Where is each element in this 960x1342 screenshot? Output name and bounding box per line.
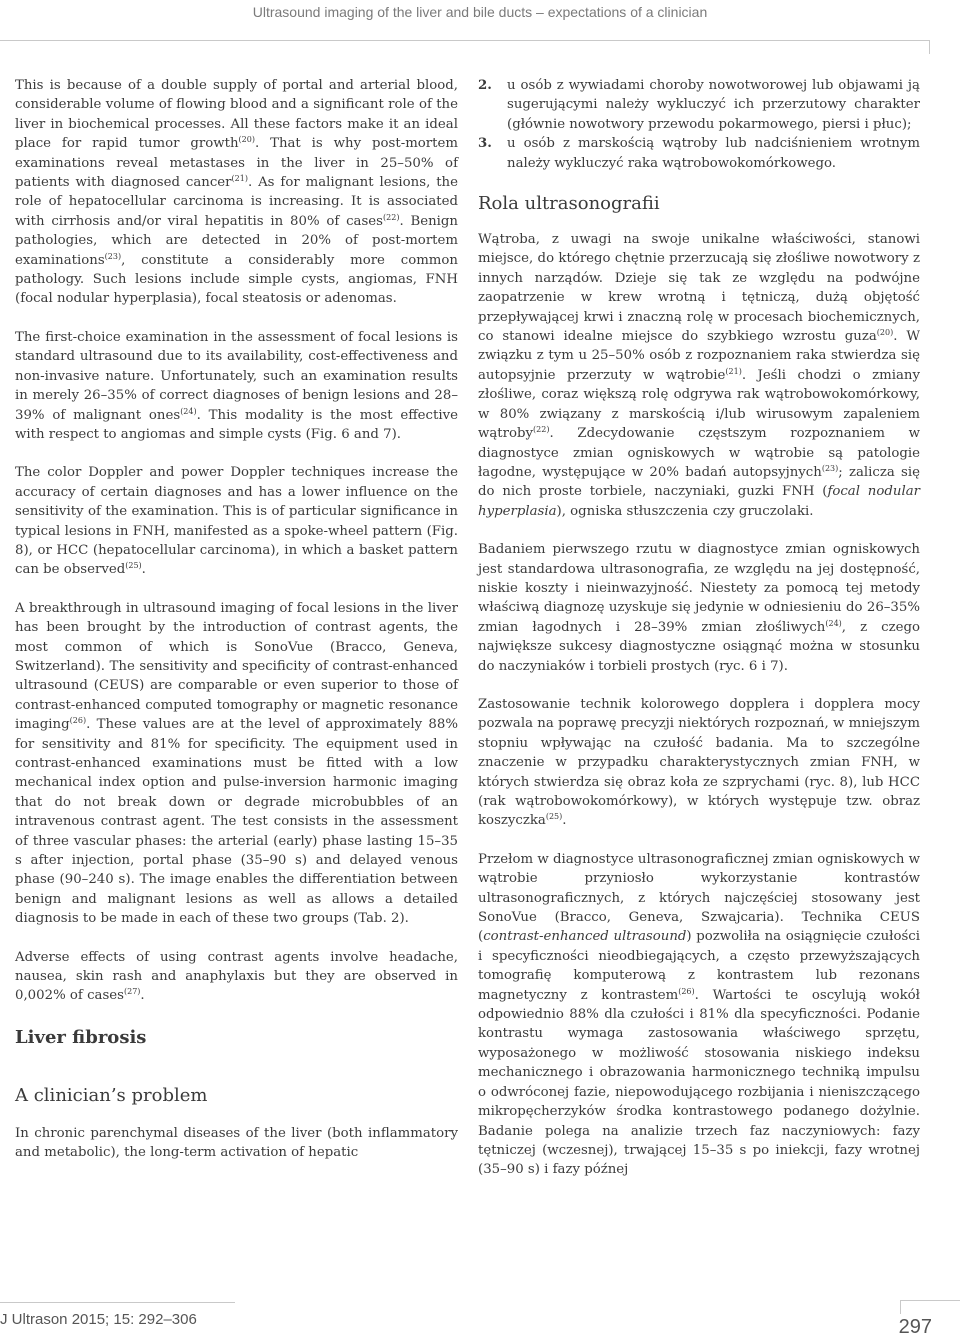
list-number: 3.	[478, 136, 492, 152]
list-item	[478, 76, 920, 134]
reference-mark[interactable]: (22)	[383, 212, 400, 222]
paragraph: In chronic parenchymal diseases of the liver (both inflammatory and metabolic), the long-term activation of hepatic	[15, 1125, 458, 1161]
paragraph: Przełom w diagnostyce ultrasonograficznej zmian ogniskowych w wątrobie przyniosło wykorzystanie kontrastów ultrasonograficznych, z których najczęściej stosowany jest SonoVue (Bracco, Geneva, Szwajcaria). Technika CEUS (contrast-enhanced ultrasound) pozwoliła na osiągnięcie czułości i specyficzności nieodbiegających, a często przewyższających tomografię komputerową z kontrastem lub rezonans magnetyczny z kontrastem$^{(26)}$. Wartości te oscylują wokół odpowiednio 88% dla czułości i 81% dla specyficzności. Podanie kontrastu wymaga zastosowania właściwego sprzętu, wyposażonego w możliwość stosowania niskiego indeksu mechanicznego i obrazowania harmonicznego techniką impulsu o odwróconej fazie, niepowodującego rozbijania i nieniszczącego mikropęcherzyków środka kontrastowego podanego dożylnie. Badanie polega na analizie trzech faz naczyniowych: fazy tętniczej (wczesnej), trwającej 15–35 s po iniekcji, fazy wrotnej (35–90 s) i fazy późnej	[478, 851, 921, 1178]
paragraph: Zastosowanie technik kolorowego dopplera i dopplera mocy pozwala na poprawę precyzji niektórych rozpoznań, w mniejszym stopniu wpływając na czułość badania. Ma to szczególne znaczenie w przypadku charakterystycznych zmian FNH, w których stwierdza się obraz koła ze szprychami (ryc. 8), lub HCC (rak wątrobowokomórkowy), w których występuje tzw. obraz koszyczka$^{(25)}$.	[478, 696, 920, 829]
reference-mark[interactable]: (27)	[123, 987, 141, 997]
journal-citation: J Ultrason 2015; 15: 292–306	[0, 1311, 197, 1328]
reference-mark[interactable]: (26)	[678, 986, 695, 996]
reference-mark[interactable]: (23)	[104, 251, 122, 261]
reference-mark[interactable]: (20)	[238, 135, 255, 145]
list-number: 2.	[478, 78, 492, 93]
reference-mark[interactable]: (21)	[725, 366, 742, 376]
footer-corner-mark-vertical	[900, 1300, 901, 1314]
subsection-heading: A clinician’s problem	[15, 1084, 208, 1106]
reference-mark[interactable]: (24)	[825, 618, 842, 628]
reference-mark[interactable]: (25)	[545, 812, 563, 822]
reference-mark[interactable]: (21)	[231, 174, 248, 184]
section-heading: Liver fibrosis	[15, 1026, 147, 1048]
paragraph: Badaniem pierwszego rzutu w diagnostyce zmian ogniskowych jest standardowa ultrasonografia, ze względu na jej dostępność, niskie koszty i nieinwazyjność. Niestety za pomocą tej metody właściwą diagnozę uzyskuje się jedynie w odniesieniu do 26–35% zmian łagodnych i 28–39% zmian złośliwych$^{(24)}$, z czego największe sukcesy diagnostyczne osiągnąć można w stosunku do naczyniaków i torbieli prostych (ryc. 6 i 7).	[478, 542, 920, 674]
subsection-heading: Rola ultrasonografii	[478, 193, 660, 215]
paragraph: A breakthrough in ultrasound imaging of focal lesions in the liver has been brought by the introduction of contrast agents, the most common of which is SonoVue (Bracco, Geneva, Switzerland). The sensitivity and specificity of contrast-enhanced ultrasound (CEUS) are comparable or even superior to those of contrast-enhanced computed tomography or magnetic resonance imaging$^{(26)}$. These values are at the level of approximately 88% for sensitivity and 81% for specificity. The equipment used in contrast-enhanced examinations must be fitted with a low mechanical index option and pulse-inversion harmonic imaging that do not break down or degrade microbubbles of an intravenous contrast agent. The test consists in the assessment of three vascular phases: the arterial (early) phase lasting 15–35 s after injection, portal phase (35–90 s) and delayed venous phase (90–240 s). The image enables the differentiation between benign and malignant lesions as well as allows a detailed diagnosis to be made in each of these two groups (Tab. 2).	[15, 600, 458, 927]
paragraph: This is because of a double supply of portal and arterial blood, considerable volume of flowing blood and a significant role of the liver in biochemical processes. All these factors make it an ideal place for rapid tumor growth$^{(20)}$. That is why post-mortem examinations reveal metastases in the liver in 25–50% of patients with diagnosed cancer$^{(21)}$. As for malignant lesions, the role of hepatocellular carcinoma is increasing. It is associated with cirrhosis and/or viral hepatitis in 80% of cases$^{(22)}$. Benign pathologies, which are detected in 20% of post-mortem examinations$^{(23)}$, constitute a considerably more common pathology. Such lesions include simple cysts, angiomas, FNH (focal nodular hyperplasia), focal steatosis or adenomas.	[15, 78, 458, 307]
footer-corner-mark	[900, 1300, 960, 1301]
list-item	[478, 134, 920, 173]
list-text: u osób z wywiadami choroby nowotworowej lub objawami ją sugerującymi należy wykluczyć ich przerzutowy charakter (głównie nowotwory przewodu pokarmowego, piersi i płuc);	[507, 78, 920, 132]
paragraph: The color Doppler and power Doppler techniques increase the accuracy of certain diagnoses and has a lower influence on the sensitivity of the examination. This is of particular significance in typical lesions in FNH, manifested as a spoke-wheel pattern (Fig. 8), or HCC (hepatocellular carcinoma), in which a basket pattern can be observed$^{(25)}$.	[15, 465, 458, 578]
running-title: Ultrasound imaging of the liver and bile ducts – expectations of a clinician	[252, 4, 708, 20]
header-rule	[0, 40, 930, 41]
paragraph: Wątroba, z uwagi na swoje unikalne właściwości, stanowi miejsce, do którego chętnie przerzucają się złośliwe nowotwory z innych narządów. Dzieje się tak ze względu na podwójne zaopatrzenie w krew wrotną i tętniczą, dużą objętość przepływającej krwi i znaczną rolę w procesach biochemicznych, co stanowi idealne miejsce do szybkiego wzrostu guza$^{(20)}$. W związku z tym u 25–50% osób z rozpoznaniem raka stwierdza się autopsyjnie przerzuty w wątrobie$^{(21)}$. Jeśli chodzi o zmiany złośliwe, coraz większą rolę odgrywa rak wątrobowokomórkowy, w 80% związany z marskością i/lub wirusowym zapaleniem wątroby$^{(22)}$. Zdecydowanie częstszym rozpoznaniem w diagnostyce zmian ogniskowych w wątrobie są patologie łagodne, występujące w 20% badań autopsyjnych$^{(23)}$; zalicza się do nich proste torbiele, naczyniaki, guzki FNH (focal nodular hyperplasia), ogniska stłuszczenia czy gruczolaki.	[478, 232, 921, 519]
header-corner-mark	[929, 40, 930, 54]
left-column-english	[15, 76, 458, 1182]
page-number: 297	[898, 1316, 932, 1338]
reference-mark[interactable]: (20)	[876, 328, 894, 338]
reference-mark[interactable]: (26)	[69, 716, 87, 726]
reference-mark[interactable]: (24)	[180, 406, 197, 416]
paragraph: The first-choice examination in the assessment of focal lesions is standard ultrasound due to its availability, cost-effectiveness and non-invasive nature. Unfortunately, such an examination results in merely 26–35% of correct diagnoses of benign lesions and 28–39% of malignant ones$^{(24)}$. This modality is the most effective with respect to angiomas and simple cysts (Fig. 6 and 7).	[15, 329, 458, 442]
reference-mark[interactable]: (23)	[821, 463, 839, 473]
paragraph: Adverse effects of using contrast agents involve headache, nausea, skin rash and anaphylaxis but they are observed in 0,002% of cases$^{(27)}$.	[15, 949, 458, 1004]
reference-mark[interactable]: (25)	[125, 561, 142, 571]
footer-rule	[0, 1302, 235, 1303]
list-text: u osób z marskością wątroby lub nadciśnieniem wrotnym należy wykluczyć raka wątrobowokomórkowego.	[507, 136, 920, 171]
reference-mark[interactable]: (22)	[533, 425, 550, 435]
numbered-list	[478, 76, 920, 173]
right-column-polish	[478, 76, 920, 1199]
